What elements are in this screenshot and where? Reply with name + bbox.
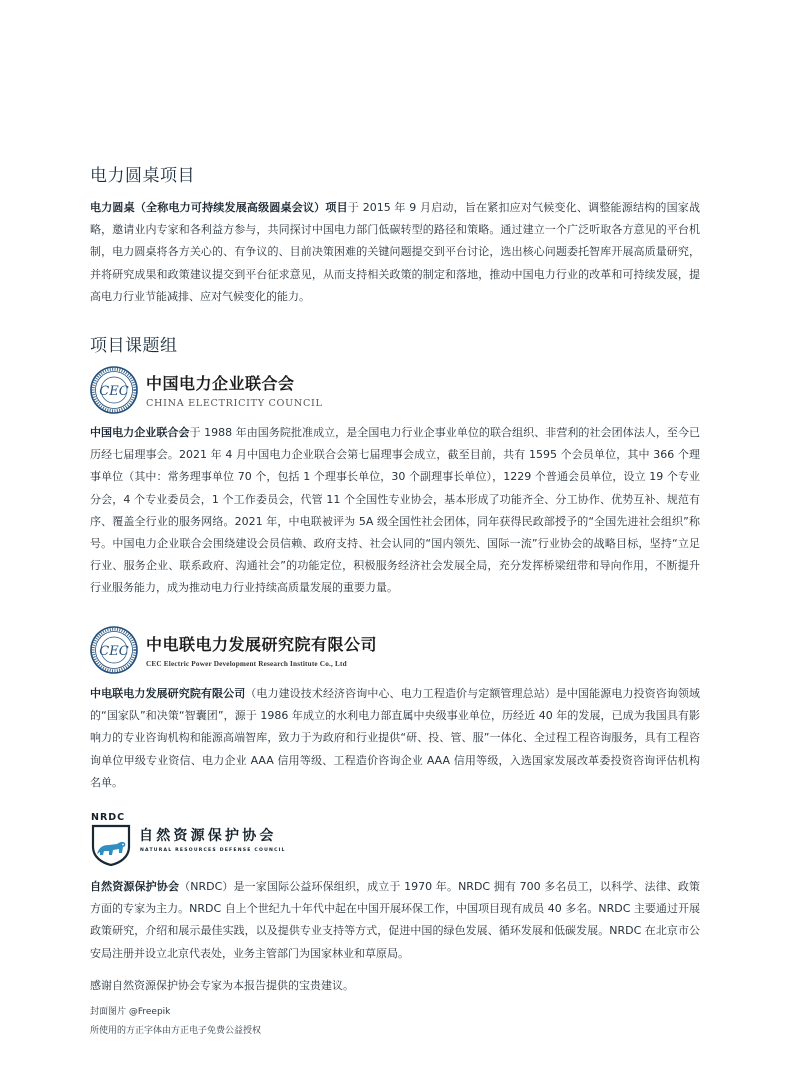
cec-paragraph [90, 422, 700, 600]
roundtable-paragraph [90, 197, 700, 308]
polar-bear-shield-icon [90, 824, 132, 866]
nrdc-logo-chinese-name: 自然资源保护协会 [139, 828, 277, 844]
cec-paragraph-body: 于 1988 年由国务院批准成立，是全国电力行业企事业单位的联合组织、非营利的社会团体法人，至今已历经七届理事会。2021 年 4 月中国电力企业联合会第七届理事会成立，截至目前，共有 1595 个会员单位，其中 366 个理事单位（其中：常务理事单位 70 个，包括 1 个理事长单位，30 个副理事长单位），1229 个普通会员单位，设立 19 个专业分会，4 个专业委员会，1 个工作委员会，代管 11 个全国性专业协会，基本形成了功能齐全、分工协作、优势互补、规范有序、覆盖全行业的服务网络。2021 年，中电联被评为 5A 级全国性社会团体，同年获得民政部授予的“全国先进社会组织”称号。中国电力企业联合会围绕建设会员信赖、政府支持、社会认同的“国内领先、国际一流”行业协会的战略目标，坚持“立足行业、服务企业、联系政府、沟通社会”的功能定位，积极服务经济社会发展全局，充分发挥桥梁纽带和导向作用，不断提升行业服务能力，成为推动电力行业持续高质量发展的重要力量。 [90, 426, 701, 595]
font-license-note: 所使用的方正字体由方正电子免费公益授权 [90, 1026, 262, 1036]
cec-logo-chinese-name: 中国电力企业联合会 [146, 374, 295, 393]
thanks-note: 感谢自然资源保护协会专家为本报告提供的宝贵建议。 [90, 979, 354, 992]
cecpd-logo [90, 626, 377, 674]
cecpd-seal-icon [90, 626, 138, 674]
nrdc-paragraph-body: （NRDC）是一家国际公益环保组织，成立于 1970 年。NRDC 拥有 700 多名员工，以科学、法律、政策方面的专家为主力。NRDC 自上个世纪九十年代中起在中国开展环保工作，中国项目现有成员 40 多名。NRDC 主要通过开展政策研究，介绍和展示最佳实践，以及提供专业支持等方式，促进中国的绿色发展、循环发展和低碳发展。NRDC 在北京市公安局注册并设立北京代表处，业务主管部门为国家林业和草原局。 [90, 880, 701, 960]
cecpd-seal-letters: CEC [99, 644, 129, 659]
cec-paragraph-lead: 中国电力企业联合会 [90, 426, 190, 439]
cecpd-paragraph-lead: 中电联电力发展研究院有限公司 [90, 687, 246, 700]
cover-image-credit: 封面图片 @Freepik [90, 1007, 171, 1017]
cecpd-logo-chinese-name: 中电联电力发展研究院有限公司 [146, 635, 378, 654]
nrdc-paragraph [90, 876, 700, 965]
roundtable-paragraph-body: 于 2015 年 9 月启动，旨在紧扣应对气候变化、调整能源结构的国家战略，邀请业内专家和各利益方参与，共同探讨中国电力部门低碳转型的路径和策略。通过建立一个广泛听取各方意见的平台机制，电力圆桌将各方关心的、有争议的、目前决策困难的关键问题提交到平台讨论，选出核心问题委托智库开展高质量研究，并将研究成果和政策建议提交到平台征求意见，从而支持相关政策的制定和落地，推动中国电力行业的改革和可持续发展，提高电力行业节能减排、应对气候变化的能力。 [90, 201, 700, 303]
cecpd-logo-english-name: CEC Electric Power Development Research Institute Co., Ltd [146, 660, 347, 668]
roundtable-paragraph-lead: 电力圆桌（全称电力可持续发展高级圆桌会议）项目 [90, 201, 348, 214]
nrdc-paragraph-lead: 自然资源保护协会 [90, 880, 180, 893]
cec-seal-icon [90, 366, 138, 414]
section-heading-project-team: 项目课题组 [90, 336, 178, 356]
cecpd-paragraph [90, 683, 700, 794]
cec-logo-english-name: CHINA ELECTRICITY COUNCIL [146, 398, 323, 409]
nrdc-logo-acronym: NRDC [91, 812, 126, 823]
nrdc-logo [90, 812, 290, 868]
cec-seal-letters: CEC [99, 384, 129, 399]
section-heading-power-roundtable: 电力圆桌项目 [90, 166, 195, 186]
cecpd-paragraph-body: （电力建设技术经济咨询中心、电力工程造价与定额管理总站）是中国能源电力投资咨询领域的“国家队”和决策“智囊团”，源于 1986 年成立的水利电力部直属中央级事业单位，历经近 40 年的发展，已成为我国具有影响力的专业咨询机构和能源高端智库，致力于为政府和行业提供“研、投、管、服”一体化、全过程工程咨询服务，具有工程咨询单位甲级专业资信、电力企业 AAA 信用等级、工程造价咨询企业 AAA 信用等级，入选国家发展改革委投资咨询评估机构名单。 [90, 687, 700, 789]
nrdc-logo-english-name: NATURAL RESOURCES DEFENSE COUNCIL [140, 848, 286, 853]
cec-logo [90, 366, 323, 414]
